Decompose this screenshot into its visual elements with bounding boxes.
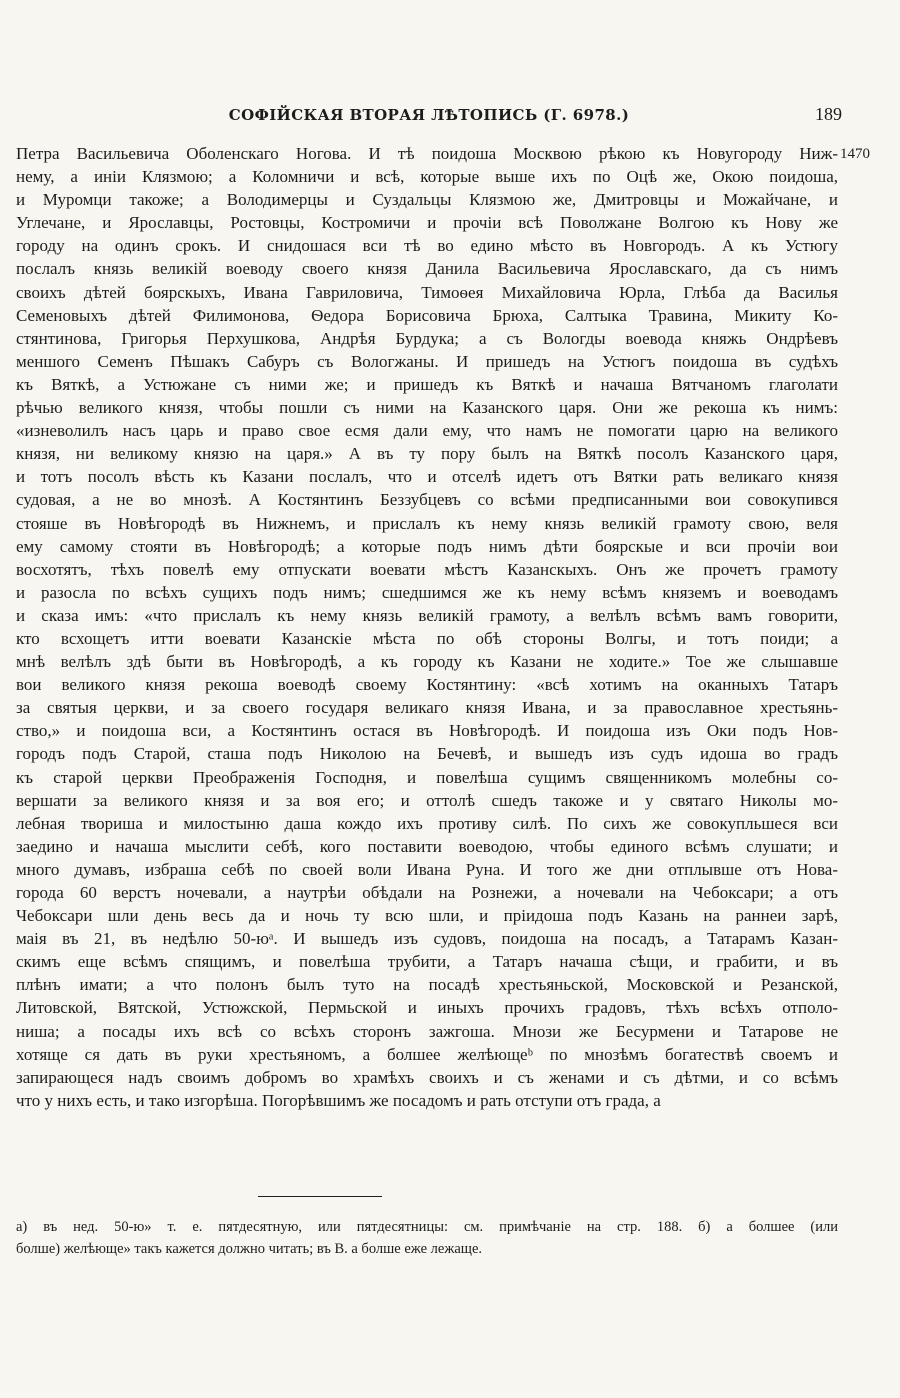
text-line: маія въ 21, въ недѣлю 50-юᵃ. И вышедъ изъ судовъ, поидоша на посадъ, а Татарамъ Казан- xyxy=(16,929,838,949)
footnote-line: болше) желѣюще» такъ кажется должно читать; въ В. а болше еже лежаще. xyxy=(16,1241,483,1257)
footnote-line: а) въ нед. 50-ю» т. е. пятдесятную, или пятдесятницы: см. примѣчаніе на стр. 188. б) а болшее (или xyxy=(16,1219,838,1235)
text-line: рѣчью великого князя, чтобы пошли съ ними на Казанского царя. Они же рекоша къ нимъ: xyxy=(16,398,838,418)
text-line: Семеновыхъ дѣтей Филимонова, Ѳедора Борисовича Брюха, Салтыка Травина, Микиту Ко- xyxy=(16,305,838,325)
text-line: Углечане, и Ярославцы, Ростовцы, Костромичи и прочіи всѣ Поволжане Волгою къ Нову же xyxy=(16,213,838,233)
text-line: лебная твориша и милостыню даша кождо ихъ противу силѣ. По сихъ же совокупльшеся вси xyxy=(16,813,838,833)
text-line: и Муромци такоже; а Володимерцы и Суздальцы Клязмою же, Дмитровцы и Можайчане, и xyxy=(16,190,838,210)
text-line: заедино и начаша мыслити себѣ, кого поставити воеводою, чтобы единого всѣмъ слушати; и xyxy=(16,836,838,856)
text-line: послалъ князь великій воеводу своего князя Данила Васильевича Ярославскаго, да съ нимъ xyxy=(16,259,838,279)
text-line: ниша; а посады ихъ всѣ со всѣхъ сторонъ зажгоша. Мнози же Бесурмени и Татарове не xyxy=(16,1021,838,1041)
running-head xyxy=(16,104,842,130)
text-line: восхотятъ, тѣхъ повелѣ ему отпускати воевати мѣстъ Казанскыхъ. Онъ же прочетъ грамоту xyxy=(16,559,838,579)
text-line: нему, а иніи Клязмою; а Коломничи и всѣ, которые выше ихъ по Оцѣ же, Окою поидоша, xyxy=(16,167,838,187)
text-line: хотяще ся дать въ руки хрестьяномъ, а болшее желѣющеᵇ по мнозѣмъ богатествѣ своемъ и xyxy=(16,1044,838,1064)
page-number: 189 xyxy=(815,104,842,124)
margin-year: 1470 xyxy=(840,146,870,162)
text-line: города 60 верстъ ночевали, а наутрѣи обѣдали на Рознежи, а ночевали на Чебоксари; а отъ xyxy=(16,883,838,902)
text-line: своихъ дѣтей боярскыхъ, Ивана Гавриловича, Тимоѳея Михайловича Юрла, Глѣба да Василья xyxy=(16,282,838,302)
text-line: и разосла по всѣхъ сущихъ подъ нимъ; сшедшимся же къ нему всѣмъ княземъ и воеводамъ xyxy=(16,582,838,602)
body-text xyxy=(16,142,838,1112)
text-line: князя, ни великому князю на царя.» А въ ту пору былъ на Вяткѣ посолъ Казанского царя, xyxy=(16,444,838,464)
text-line: вои великого князя рекоша воеводѣ своему Костянтину: «всѣ хотимъ на оканныхъ Татаръ xyxy=(16,675,838,695)
text-line: много думавъ, избраша себѣ по своей воли Ивана Руна. И того же дни отплывше отъ Нова- xyxy=(16,859,838,879)
text-line: запирающеся надъ своимъ добромъ во храмѣхъ своихъ и съ женами и съ дѣтми, и со всѣмъ xyxy=(16,1067,838,1087)
running-title: СОФІЙСКАЯ ВТОРАЯ ЛѢТОПИСЬ (Г. 6978.) xyxy=(228,106,630,124)
text-line: судовая, а не во мнозѣ. А Костянтинъ Беззубцевъ со всѣми предписанными вои совокупився xyxy=(16,490,838,510)
text-line: Чебоксари шли день весь да и ночь ту всю шли, и пріидоша подъ Казань на раннеи зарѣ, xyxy=(16,906,838,926)
footnote-rule xyxy=(258,1196,382,1197)
text-line: скимъ еще всѣмъ спящимъ, и повелѣша трубити, а Татаръ начаша сѣщи, и грабити, и въ xyxy=(16,952,838,972)
text-line: кто всхощетъ итти воевати Казанскіе мѣста по обѣ стороны Волгы, и тотъ поиди; а xyxy=(16,628,838,648)
text-line: «изневолилъ насъ царь и право свое есмя дали ему, что намъ не помогати царю на великого xyxy=(16,421,838,441)
text-line: за святыя церкви, и за своего государя великаго князя Ивана, и за православное хрестьянь- xyxy=(16,698,838,718)
text-line: Петра Васильевича Оболенскаго Ногова. И тѣ поидоша Москвою рѣкою къ Новугороду Ниж- xyxy=(16,144,838,163)
text-line: и сказа имъ: «что прислалъ къ нему князь великій грамоту, а велѣлъ всѣмъ вамъ говорити, xyxy=(16,605,838,625)
text-line: городъ подъ Старой, сташа подъ Николою на Бечевѣ, и вышедъ изъ судъ идоша во градъ xyxy=(16,744,838,764)
text-line: городу на одинъ срокъ. И снидошася вси тѣ во едино мѣсто въ Новгородъ. А къ Устюгу xyxy=(16,236,838,256)
text-line: ему самому стояти въ Новѣгородѣ; а которые подъ нимъ дѣти боярскые и вси прочіи вои xyxy=(16,536,838,556)
text-line: плѣнъ имати; а что полонъ былъ туто на посадѣ хрестьяньской, Московской и Резанской, xyxy=(16,975,838,995)
text-line: Литовской, Вятской, Устюжской, Пермьской и иныхъ прочихъ градовъ, тѣхъ всѣхъ отполо- xyxy=(16,998,838,1018)
text-line: стянтинова, Григорья Перхушкова, Андрѣя Бурдука; а съ Вологды воевода княжь Ондрѣевъ xyxy=(16,328,838,348)
text-line: стояше въ Новѣгородѣ въ Нижнемъ, и прислалъ къ нему князь великій грамоту свою, веля xyxy=(16,513,838,533)
text-line: къ старой церкви Преображенія Господня, и повелѣша сущимъ священникомъ молебны со- xyxy=(16,767,838,787)
text-line: ство,» и поидоша вси, а Костянтинъ остася въ Новѣгородѣ. И поидоша изъ Оки подъ Нов- xyxy=(16,721,838,741)
text-line: къ Вяткѣ, а Устюжане съ ними же; и пришедъ къ Вяткѣ и начаша Вятчаномъ глаголати xyxy=(16,374,838,394)
text-line: меншого Семенъ Пѣшакъ Сабуръ съ Вологжаны. И пришедъ на Устюгъ поидоша въ судѣхъ xyxy=(16,351,838,371)
text-line: вершати за великого князя и за воя его; и оттолѣ сшедъ такоже и у святаго Николы мо- xyxy=(16,790,838,810)
footnotes xyxy=(16,1216,838,1260)
text-line: мнѣ велѣлъ здѣ быти въ Новѣгородѣ, а къ городу къ Казани не ходите.» Тое же слышавше xyxy=(16,652,838,672)
text-line: что у нихъ есть, и тако изгорѣша. Погорѣвшимъ же посадомъ и рать отступи отъ града, а xyxy=(16,1090,661,1110)
text-line: и тотъ посолъ вѣсть къ Казани послалъ, что и отселѣ идетъ отъ Вятки рать великаго князя xyxy=(16,467,838,487)
